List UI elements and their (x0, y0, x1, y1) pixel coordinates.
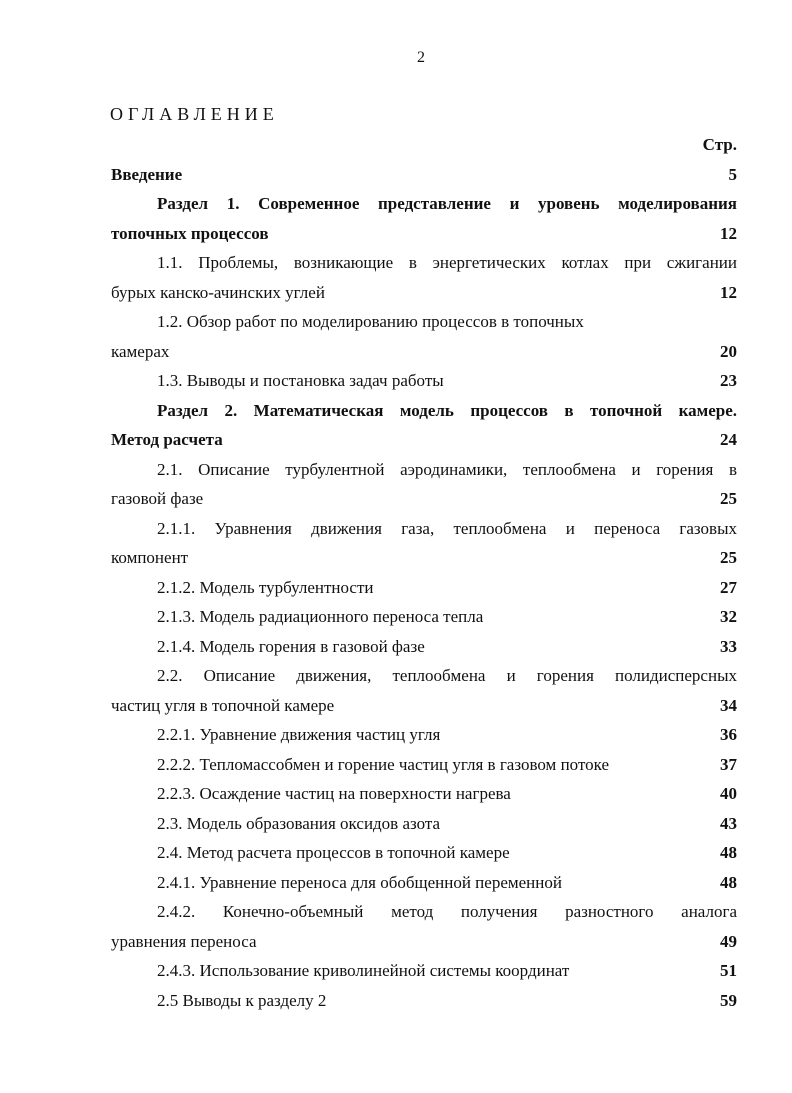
toc-entry-title: компонент (111, 548, 189, 567)
toc-entry-page: 12 (720, 282, 737, 302)
toc-entry (111, 396, 737, 455)
toc-entry-page: 37 (720, 754, 737, 774)
toc-entry-title: Метод расчета (111, 430, 223, 449)
toc-entry-page: 36 (720, 725, 737, 744)
toc-entry-title: 2.1.3. Модель радиационного переноса тепла (157, 607, 484, 626)
toc-entry-title: 2.4.3. Использование криволинейной системы координат (157, 961, 570, 980)
toc-entry-title: 2.4. Метод расчета процессов в топочной камере (157, 843, 510, 862)
toc-entry-title-line1: Раздел 2. Математическая модель процессов в топочной камере. (157, 400, 737, 420)
toc-entry-title: частиц угля в топочной камере (111, 695, 335, 715)
toc-entry-page: 24 (720, 430, 737, 449)
toc-entry-page: 48 (720, 872, 737, 892)
toc-entry (111, 750, 737, 780)
toc-entry-page: 43 (720, 813, 737, 833)
table-of-contents (111, 130, 737, 1015)
toc-entry (111, 160, 737, 190)
toc-entry (111, 307, 737, 366)
toc-entry-title: 2.1.4. Модель горения в газовой фазе (157, 636, 425, 656)
toc-entry-title: 2.4.1. Уравнение переноса для обобщенной переменной (157, 872, 562, 892)
toc-entry-page: 12 (720, 223, 737, 243)
toc-entry-title: уравнения переноса (111, 931, 257, 951)
toc-entry-page: 20 (720, 341, 737, 361)
toc-entry-page: 5 (728, 164, 737, 184)
toc-title: ОГЛАВЛЕНИЕ (110, 104, 279, 124)
toc-entry-page: 59 (720, 990, 737, 1010)
toc-entry (111, 248, 737, 307)
toc-entry-title-line1: 2.1. Описание турбулентной аэродинамики, теплообмена и горения в (157, 459, 737, 479)
toc-entry-title: топочных процессов (111, 223, 269, 243)
toc-entry (111, 868, 737, 898)
toc-entry-title-line1: 1.1. Проблемы, возникающие в энергетических котлах при сжигании (157, 253, 737, 272)
toc-entry (111, 661, 737, 720)
toc-entry (111, 956, 737, 986)
toc-entry (111, 838, 737, 868)
toc-entry-title-line1: 2.1.1. Уравнения движения газа, теплообмена и переноса газовых (157, 518, 737, 538)
toc-entry-page: 32 (720, 607, 737, 626)
toc-entry-page: 25 (720, 489, 737, 508)
toc-entry-page: 25 (720, 548, 737, 567)
toc-entry-title: газовой фазе (111, 489, 204, 508)
toc-entry-page: 51 (720, 961, 737, 980)
page-column-header: Стр. (702, 135, 737, 154)
toc-entry (111, 986, 737, 1016)
toc-entry-title: 2.2.3. Осаждение частиц на поверхности нагрева (157, 784, 511, 803)
toc-entry-page: 33 (720, 636, 737, 656)
toc-entry-title: 2.5 Выводы к разделу 2 (157, 990, 327, 1010)
toc-entry-title-line1: 2.2. Описание движения, теплообмена и горения полидисперсных (157, 666, 737, 685)
toc-entry (111, 632, 737, 662)
toc-entry-title: Введение (111, 164, 183, 184)
toc-entry (111, 455, 737, 514)
toc-entry (111, 573, 737, 603)
toc-entry-title: 1.3. Выводы и постановка задач работы (157, 371, 444, 390)
toc-entry-title: 2.2.2. Тепломассобмен и горение частиц угля в газовом потоке (157, 754, 610, 774)
toc-entry-title-line1: Раздел 1. Современное представление и уровень моделирования (157, 194, 737, 213)
toc-entry-page: 27 (720, 577, 737, 597)
toc-entry-page: 23 (720, 371, 737, 390)
toc-entry-title: 2.3. Модель образования оксидов азота (157, 813, 441, 833)
toc-entry-page: 48 (720, 843, 737, 862)
page-number: 2 (417, 49, 425, 66)
toc-entry-page: 34 (720, 695, 737, 715)
toc-entry (111, 366, 737, 396)
toc-entry (111, 189, 737, 248)
toc-entry (111, 809, 737, 839)
toc-entry-title-line1: 2.4.2. Конечно-объемный метод получения разностного аналога (157, 902, 737, 921)
toc-entry-page: 40 (720, 784, 737, 803)
toc-entry (111, 897, 737, 956)
toc-entry (111, 720, 737, 750)
toc-entry (111, 779, 737, 809)
toc-entry (111, 602, 737, 632)
toc-entry-title: камерах (111, 341, 170, 361)
toc-entry (111, 514, 737, 573)
toc-entry-title: 2.2.1. Уравнение движения частиц угля (157, 725, 441, 744)
toc-entry-title: 2.1.2. Модель турбулентности (157, 577, 374, 597)
toc-entry-page: 49 (720, 931, 737, 951)
toc-entry-title: бурых канско-ачинских углей (111, 282, 325, 302)
toc-entry-title-line1: 1.2. Обзор работ по моделированию процессов в топочных (157, 312, 584, 331)
